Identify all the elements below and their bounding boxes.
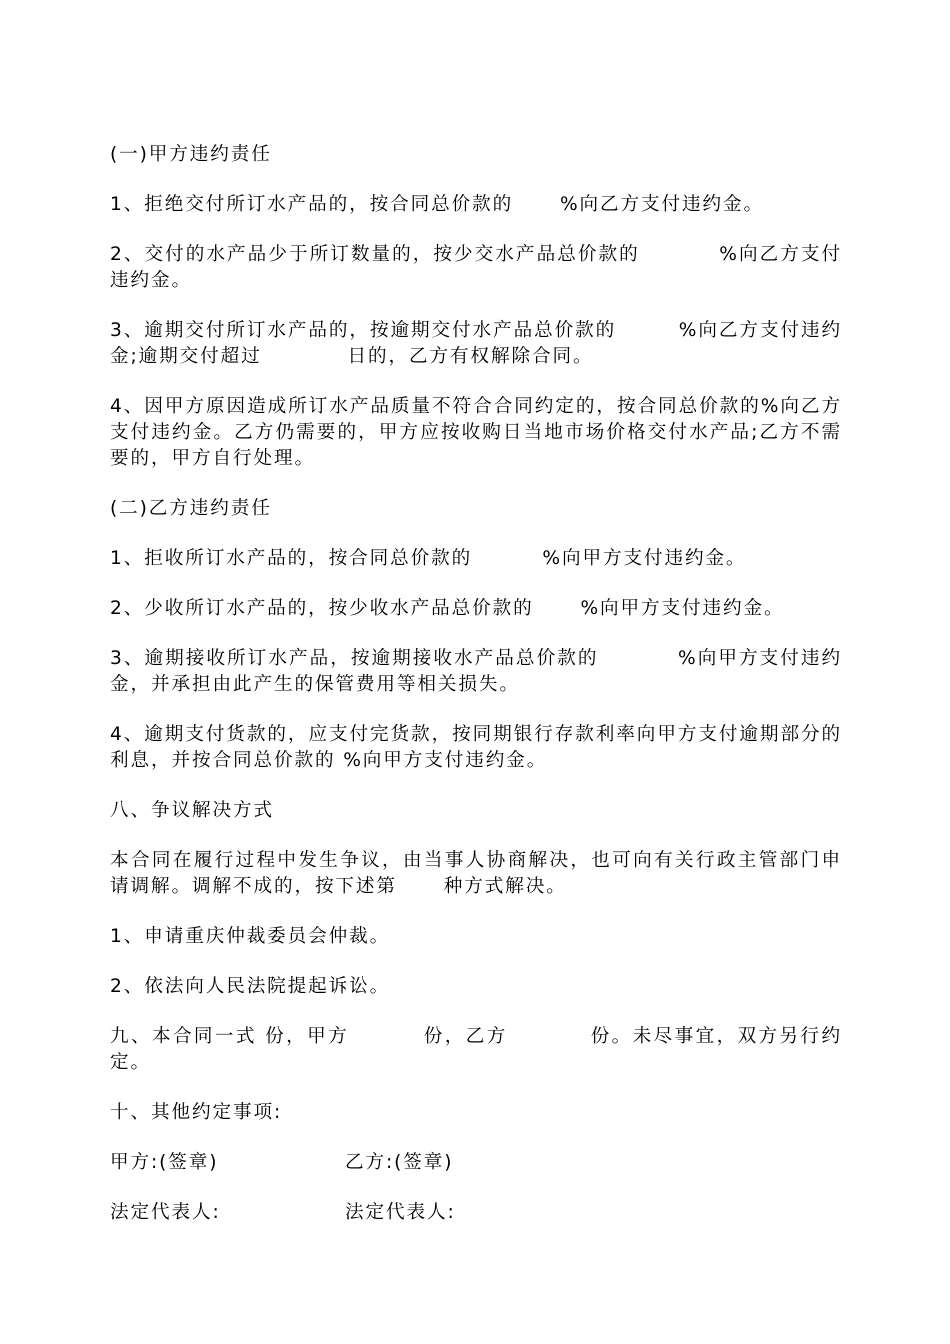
clause-a2: 2、交付的水产品少于所订数量的，按少交水产品总价款的 %向乙方支付违约金。 bbox=[110, 244, 842, 291]
section-heading-dispute: 八、争议解决方式 bbox=[110, 800, 274, 821]
signature-row-representative bbox=[110, 1200, 842, 1226]
contract-body bbox=[110, 142, 842, 1250]
dispute-option-1: 1、申请重庆仲裁委员会仲裁。 bbox=[110, 926, 391, 947]
party-b-rep-label: 法定代表人: bbox=[345, 1202, 456, 1223]
section-heading-party-b-liability: (二)乙方违约责任 bbox=[110, 498, 272, 519]
section-copies: 九、本合同一式 份，甲方 份，乙方 份。未尽事宜，双方另行约定。 bbox=[110, 1026, 842, 1073]
party-b-seal-label: 乙方:(签章) bbox=[345, 1152, 454, 1173]
clause-a3: 3、逾期交付所订水产品的，按逾期交付水产品总价款的 %向乙方支付违约金;逾期交付超过 日的，乙方有权解除合同。 bbox=[110, 320, 842, 367]
signature-row-seal bbox=[110, 1150, 842, 1176]
clause-b1: 1、拒收所订水产品的，按合同总价款的 %向甲方支付违约金。 bbox=[110, 548, 747, 569]
clause-b4: 4、逾期支付货款的，应支付完货款，按同期银行存款利率向甲方支付逾期部分的利息，并按合同总价款的 %向甲方支付违约金。 bbox=[110, 724, 842, 771]
clause-a4: 4、因甲方原因造成所订水产品质量不符合合同约定的，按合同总价款的%向乙方支付违约金。乙方仍需要的，甲方应按收购日当地市场价格交付水产品;乙方不需要的，甲方自行处理。 bbox=[110, 396, 842, 469]
party-a-seal-label: 甲方:(签章) bbox=[110, 1152, 219, 1173]
dispute-text: 本合同在履行过程中发生争议，由当事人协商解决，也可向有关行政主管部门申请调解。调解不成的，按下述第 种方式解决。 bbox=[110, 850, 842, 897]
clause-a1: 1、拒绝交付所订水产品的，按合同总价款的 %向乙方支付违约金。 bbox=[110, 194, 764, 215]
section-other-terms: 十、其他约定事项: bbox=[110, 1102, 283, 1123]
clause-b2: 2、少收所订水产品的，按少收水产品总价款的 %向甲方支付违约金。 bbox=[110, 598, 785, 619]
section-heading-party-a-liability: (一)甲方违约责任 bbox=[110, 144, 272, 165]
party-a-rep-label: 法定代表人: bbox=[110, 1202, 221, 1223]
dispute-option-2: 2、依法向人民法院提起诉讼。 bbox=[110, 976, 391, 997]
clause-b3: 3、逾期接收所订水产品，按逾期接收水产品总价款的 %向甲方支付违约金，并承担由此产生的保管费用等相关损失。 bbox=[110, 648, 842, 695]
